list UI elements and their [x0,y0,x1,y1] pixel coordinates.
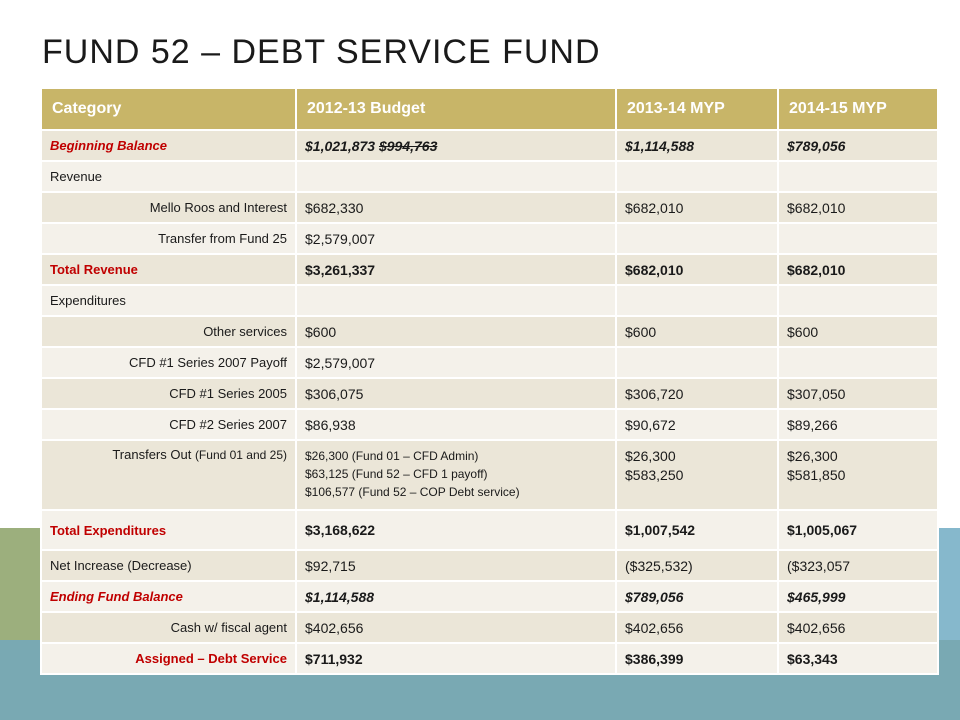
cell-beginning-myp1: $1,114,588 [616,130,778,161]
table-row [41,643,938,674]
cell-total-exp-myp1: $1,007,542 [616,510,778,550]
slide-title: FUND 52 – DEBT SERVICE FUND [42,33,601,71]
cell-transfers-out-budget [296,440,616,510]
debt-service-table [40,87,939,675]
cell-other-myp2: $600 [778,316,938,347]
cell-other-budget: $600 [296,316,616,347]
table-row [41,378,938,409]
cell-total-revenue-myp1: $682,010 [616,254,778,285]
table-row [41,192,938,223]
transfers-out-budget-line: $26,300 (Fund 01 – CFD Admin) [305,449,479,463]
beginning-budget-value: $1,021,873 [305,137,376,154]
transfers-out-budget-line: $106,577 (Fund 52 – COP Debt service) [305,485,520,499]
cell-cfd1-2005-myp1: $306,720 [616,378,778,409]
cell-transfers-out-myp1 [616,440,778,510]
cell-cash-myp2: $402,656 [778,612,938,643]
row-label-transfers-out [41,440,296,510]
cell-cfd2-2007-budget: $86,938 [296,409,616,440]
cell-net-myp2: ($323,057 [778,550,938,581]
cell-cfd2-2007-myp1: $90,672 [616,409,778,440]
cell-empty [778,223,938,254]
table-row [41,612,938,643]
transfers-out-myp1-line: $583,250 [625,467,684,483]
cell-cfd2-2007-myp2: $89,266 [778,409,938,440]
cell-mello-budget: $682,330 [296,192,616,223]
table-header-row [41,88,938,130]
cell-cash-budget: $402,656 [296,612,616,643]
cell-empty [616,161,778,192]
transfers-out-note: (Fund 01 and 25) [194,448,287,462]
row-label-expenditures: Expenditures [41,285,296,316]
row-label-net-increase: Net Increase (Decrease) [41,550,296,581]
row-label-cfd1-2007: CFD #1 Series 2007 Payoff [41,347,296,378]
row-label-cash-fiscal-agent: Cash w/ fiscal agent [41,612,296,643]
row-label-beginning-balance: Beginning Balance [41,130,296,161]
cell-empty [296,285,616,316]
cell-empty [616,223,778,254]
cell-net-myp1: ($325,532) [616,550,778,581]
header-budget: 2012-13 Budget [296,88,616,130]
row-label-ending-balance: Ending Fund Balance [41,581,296,612]
cell-beginning-myp2: $789,056 [778,130,938,161]
header-category: Category [41,88,296,130]
table-row [41,316,938,347]
table-row [41,254,938,285]
cell-cfd1-2005-myp2: $307,050 [778,378,938,409]
cell-assigned-myp1: $386,399 [616,643,778,674]
cell-cfd1-2005-budget: $306,075 [296,378,616,409]
cell-empty [296,161,616,192]
transfers-out-myp1-line: $26,300 [625,448,676,464]
row-label-total-expenditures: Total Expenditures [41,510,296,550]
cell-assigned-myp2: $63,343 [778,643,938,674]
transfers-out-label: Transfers Out [112,447,192,462]
row-label-other-services: Other services [41,316,296,347]
cell-transfer25-budget: $2,579,007 [296,223,616,254]
cell-total-revenue-budget: $3,261,337 [296,254,616,285]
row-label-revenue: Revenue [41,161,296,192]
cell-empty [616,285,778,316]
cell-total-exp-budget: $3,168,622 [296,510,616,550]
transfers-out-budget-line: $63,125 (Fund 52 – CFD 1 payoff) [305,467,488,481]
beginning-budget-struck-value: $994,763 [378,137,438,154]
table-row [41,223,938,254]
row-label-cfd2-2007: CFD #2 Series 2007 [41,409,296,440]
cell-empty [616,347,778,378]
cell-empty [778,347,938,378]
cell-empty [778,285,938,316]
table-row [41,161,938,192]
row-label-transfer-fund25: Transfer from Fund 25 [41,223,296,254]
cell-other-myp1: $600 [616,316,778,347]
cell-mello-myp2: $682,010 [778,192,938,223]
transfers-out-myp2-line: $26,300 [787,448,838,464]
table-row [41,550,938,581]
cell-total-exp-myp2: $1,005,067 [778,510,938,550]
table-row [41,409,938,440]
cell-mello-myp1: $682,010 [616,192,778,223]
row-label-mello-roos: Mello Roos and Interest [41,192,296,223]
cell-ending-budget: $1,114,588 [296,581,616,612]
cell-total-revenue-myp2: $682,010 [778,254,938,285]
cell-net-budget: $92,715 [296,550,616,581]
table-row [41,440,938,510]
table-row [41,510,938,550]
cell-cfd1-2007-budget: $2,579,007 [296,347,616,378]
header-myp1: 2013-14 MYP [616,88,778,130]
cell-empty [778,161,938,192]
table-row [41,285,938,316]
cell-ending-myp2: $465,999 [778,581,938,612]
cell-beginning-budget [296,130,616,161]
row-label-total-revenue: Total Revenue [41,254,296,285]
cell-transfers-out-myp2 [778,440,938,510]
table-row [41,581,938,612]
table-row [41,347,938,378]
header-myp2: 2014-15 MYP [778,88,938,130]
cell-cash-myp1: $402,656 [616,612,778,643]
transfers-out-myp2-line: $581,850 [787,467,846,483]
cell-assigned-budget: $711,932 [296,643,616,674]
row-label-cfd1-2005: CFD #1 Series 2005 [41,378,296,409]
cell-ending-myp1: $789,056 [616,581,778,612]
table-row [41,130,938,161]
row-label-assigned-debt-service: Assigned – Debt Service [41,643,296,674]
